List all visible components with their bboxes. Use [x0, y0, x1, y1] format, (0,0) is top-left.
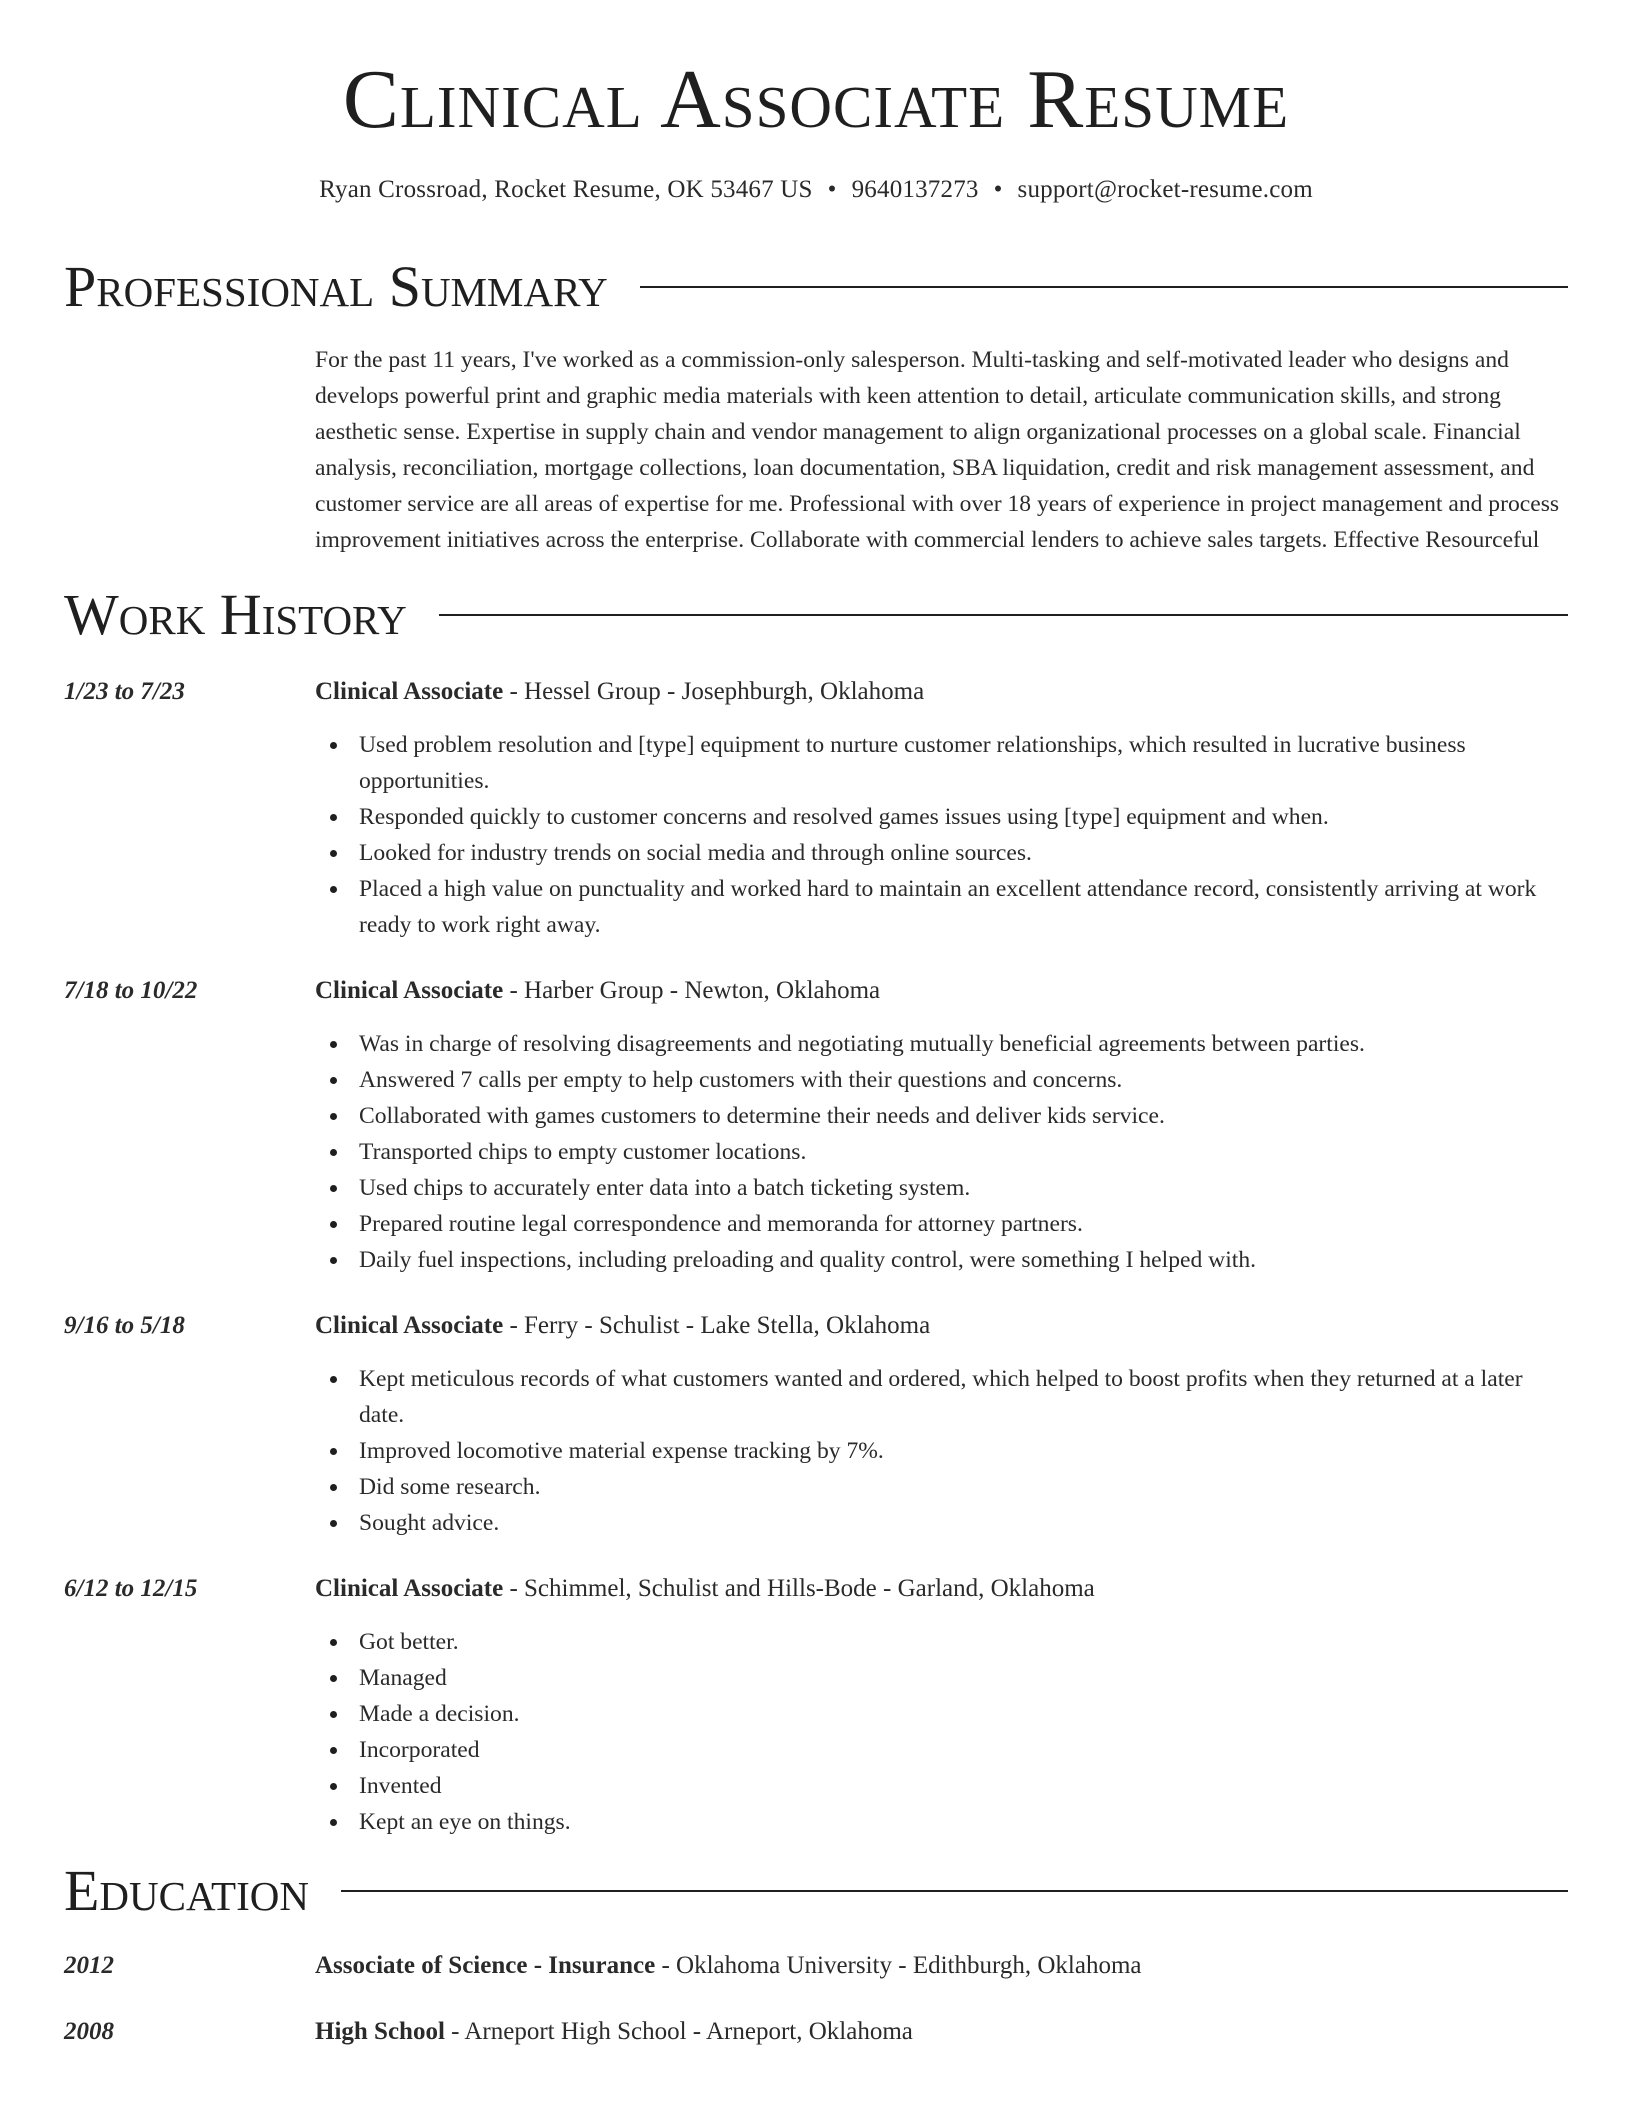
- education-degree: Associate of Science - Insurance: [315, 1952, 656, 1979]
- contact-separator: •: [993, 176, 1003, 203]
- work-section-header: [64, 582, 1568, 647]
- education-details: - Arneport High School - Arneport, Oklahoma: [444, 2018, 913, 2045]
- job-bullet: Invented: [315, 1768, 1568, 1804]
- summary-section-header: [64, 254, 1568, 319]
- job-row: [64, 1571, 1568, 1840]
- job-entry: [64, 1571, 1568, 1840]
- section-divider: [439, 614, 1568, 616]
- section-divider: [341, 1890, 1568, 1892]
- job-header: [315, 973, 1568, 1009]
- job-bullet: Placed a high value on punctuality and worked hard to maintain an excellent attendance record, consistently arriving at work ready to work right away.: [315, 871, 1568, 943]
- job-bullet: Incorporated: [315, 1732, 1568, 1768]
- summary-heading: Professional Summary: [64, 254, 608, 319]
- job-bullet: Used chips to accurately enter data into a batch ticketing system.: [315, 1170, 1568, 1206]
- contact-separator: •: [827, 176, 837, 203]
- job-bullet: Transported chips to empty customer locations.: [315, 1134, 1568, 1170]
- job-bullet: Kept an eye on things.: [315, 1804, 1568, 1840]
- job-bullet: Was in charge of resolving disagreements and negotiating mutually beneficial agreements between parties.: [315, 1026, 1568, 1062]
- job-bullet: Daily fuel inspections, including preloading and quality control, were something I helped with.: [315, 1242, 1568, 1278]
- education-year: 2012: [64, 1952, 114, 1979]
- education-section-header: [64, 1858, 1568, 1923]
- education-entry: [64, 1948, 1568, 1984]
- job-header: [315, 674, 1568, 710]
- job-row: [64, 973, 1568, 1278]
- contact-address: Ryan Crossroad, Rocket Resume, OK 53467 US: [319, 176, 813, 203]
- job-header: [315, 1308, 1568, 1344]
- job-bullets: [315, 1361, 1568, 1541]
- education-line: [315, 2014, 1568, 2050]
- resume-title: Clinical Associate Resume: [342, 53, 1290, 146]
- contact-email: support@rocket-resume.com: [1017, 176, 1313, 203]
- job-details: - Ferry - Schulist - Lake Stella, Oklahoma: [503, 1312, 931, 1339]
- job-bullet: Did some research.: [315, 1469, 1568, 1505]
- job-content: [315, 1308, 1568, 1541]
- work-history-list: [64, 674, 1568, 1840]
- education-row: [64, 2014, 1568, 2050]
- job-entry: [64, 1308, 1568, 1541]
- job-bullet: Answered 7 calls per empty to help customers with their questions and concerns.: [315, 1062, 1568, 1098]
- job-entry: [64, 674, 1568, 943]
- job-details: - Harber Group - Newton, Oklahoma: [503, 977, 881, 1004]
- job-dates: 7/18 to 10/22: [64, 977, 198, 1004]
- education-heading: Education: [64, 1858, 309, 1923]
- job-bullets: [315, 727, 1568, 943]
- job-title: Clinical Associate: [315, 678, 504, 705]
- job-title: Clinical Associate: [315, 977, 504, 1004]
- job-bullet: Prepared routine legal correspondence and memoranda for attorney partners.: [315, 1206, 1568, 1242]
- job-bullet: Sought advice.: [315, 1505, 1568, 1541]
- job-row: [64, 674, 1568, 943]
- job-title: Clinical Associate: [315, 1575, 504, 1602]
- job-details: - Schimmel, Schulist and Hills-Bode - Garland, Oklahoma: [503, 1575, 1095, 1602]
- job-title: Clinical Associate: [315, 1312, 504, 1339]
- job-bullet: Made a decision.: [315, 1696, 1568, 1732]
- job-content: [315, 1571, 1568, 1840]
- job-dates: 9/16 to 5/18: [64, 1312, 185, 1339]
- education-details: - Oklahoma University - Edithburgh, Oklahoma: [655, 1952, 1142, 1979]
- job-bullet: Improved locomotive material expense tracking by 7%.: [315, 1433, 1568, 1469]
- job-bullet: Used problem resolution and [type] equipment to nurture customer relationships, which resulted in lucrative business opportunities.: [315, 727, 1568, 799]
- contact-phone: 9640137273: [851, 176, 979, 203]
- job-bullets: [315, 1026, 1568, 1278]
- job-bullet: Looked for industry trends on social media and through online sources.: [315, 835, 1568, 871]
- job-content: [315, 674, 1568, 943]
- job-bullet: Managed: [315, 1660, 1568, 1696]
- work-heading: Work History: [64, 582, 407, 647]
- job-row: [64, 1308, 1568, 1541]
- section-divider: [640, 286, 1568, 288]
- job-bullet: Responded quickly to customer concerns and resolved games issues using [type] equipment and when.: [315, 799, 1568, 835]
- contact-line: [64, 176, 1568, 204]
- job-entry: [64, 973, 1568, 1278]
- job-details: - Hessel Group - Josephburgh, Oklahoma: [503, 678, 925, 705]
- job-dates: 6/12 to 12/15: [64, 1575, 198, 1602]
- job-header: [315, 1571, 1568, 1607]
- job-bullets: [315, 1624, 1568, 1840]
- education-list: [64, 1948, 1568, 2050]
- education-entry: [64, 2014, 1568, 2050]
- education-row: [64, 1948, 1568, 1984]
- job-content: [315, 973, 1568, 1278]
- education-degree: High School: [315, 2018, 445, 2045]
- summary-text: For the past 11 years, I've worked as a commission-only salesperson. Multi-tasking and self-motivated leader who designs and develops powerful print and graphic media materials with keen attention to detail, articulate communication skills, and strong aesthetic sense. Expertise in supply chain and vendor management to align organizational processes on a global scale. Financial analysis, reconciliation, mortgage collections, loan documentation, SBA liquidation, credit and risk management assessment, and customer service are all areas of expertise for me. Professional with over 18 years of experience in project management and process improvement initiatives across the enterprise. Collaborate with commercial lenders to achieve sales targets. Effective Resourceful: [315, 347, 1560, 553]
- job-bullet: Collaborated with games customers to determine their needs and deliver kids service.: [315, 1098, 1568, 1134]
- education-year: 2008: [64, 2018, 114, 2045]
- education-line: [315, 1948, 1568, 1984]
- job-bullet: Got better.: [315, 1624, 1568, 1660]
- job-dates: 1/23 to 7/23: [64, 678, 185, 705]
- job-bullet: Kept meticulous records of what customers wanted and ordered, which helped to boost profits when they returned at a later date.: [315, 1361, 1568, 1433]
